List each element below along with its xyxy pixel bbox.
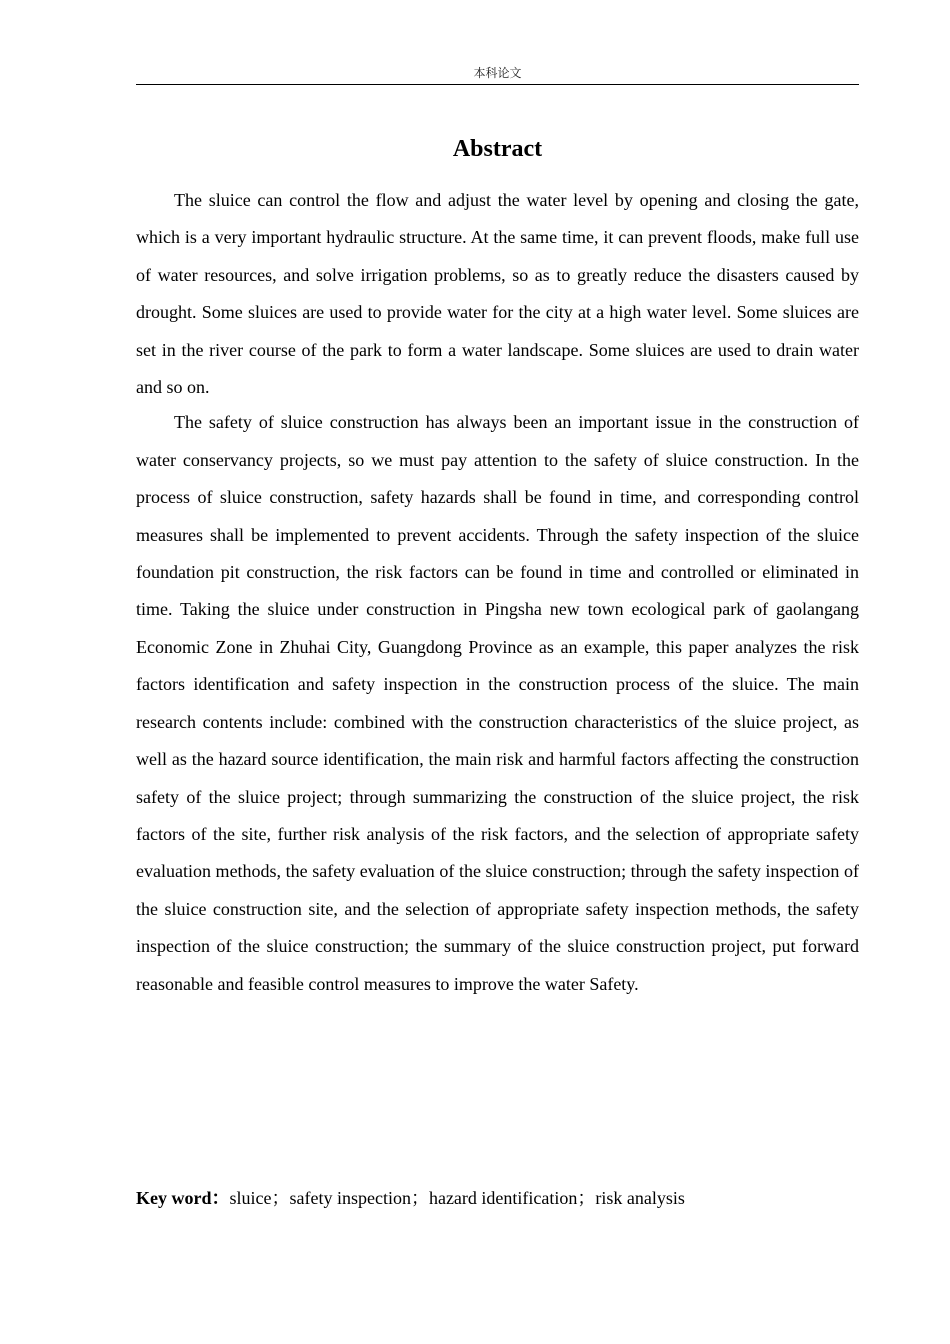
abstract-paragraph-1: The sluice can control the flow and adjust the water level by opening and closing the gate, which is a very important hydraulic structure. At the same time, it can prevent floods, make full use of water resources, and solve irrigation problems, so as to greatly reduce the disasters caused by drought. Some sluices are used to provide water for the city at a high water level. Some sluices are set in the river course of the park to form a water landscape. Some sluices are used to drain water and so on. bbox=[136, 190, 859, 398]
keywords-list: sluice；safety inspection；hazard identification；risk analysis bbox=[229, 1188, 685, 1208]
keywords-line bbox=[136, 1183, 859, 1213]
keywords-label: Key word： bbox=[136, 1188, 230, 1208]
running-title: 本科论文 bbox=[473, 66, 522, 80]
abstract-body bbox=[136, 182, 859, 1003]
abstract-title: Abstract bbox=[452, 136, 543, 162]
abstract-paragraph-2: The safety of sluice construction has always been an important issue in the construction of water conservancy projects, so we must pay attention to the safety of sluice construction. In the process of sluice construction, safety hazards shall be found in time, and corresponding control measures shall be implemented to prevent accidents. Through the safety inspection of the sluice foundation pit construction, the risk factors can be found in time and controlled or eliminated in time. Taking the sluice under construction in Pingsha new town ecological park of gaolangang Economic Zone in Zhuhai City, Guangdong Province as an example, this paper analyzes the risk factors identification and safety inspection in the construction process of the sluice. The main research contents include: combined with the construction characteristics of the sluice project, as well as the hazard source identification, the main risk and harmful factors affecting the construction safety of the sluice project; through summarizing the construction of the sluice project, the risk factors of the site, further risk analysis of the risk factors, and the selection of appropriate safety evaluation methods, the safety evaluation of the sluice construction; through the safety inspection of the sluice construction site, and the selection of appropriate safety inspection methods, the safety inspection of the sluice construction; the summary of the sluice construction project, put forward reasonable and feasible control measures to improve the water Safety. bbox=[136, 412, 859, 994]
page-header bbox=[136, 64, 859, 85]
